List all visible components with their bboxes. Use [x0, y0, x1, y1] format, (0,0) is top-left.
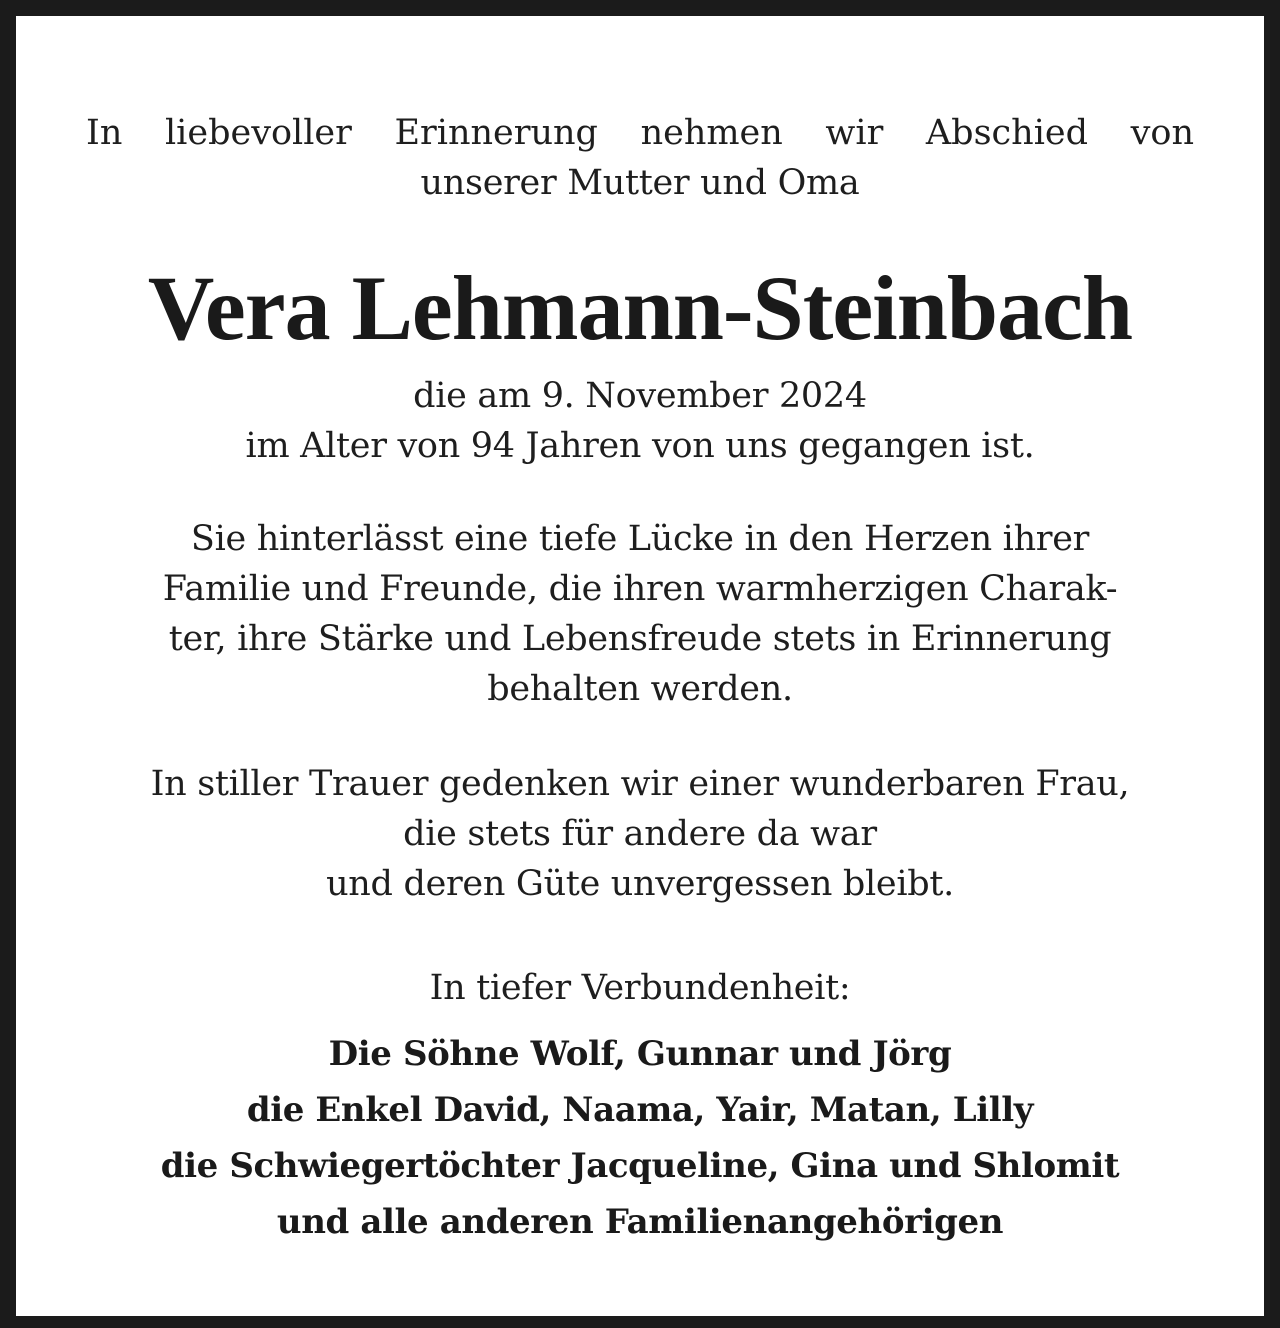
tribute-line-2: Familie und Freunde, die ihren warmherzigen Charak-	[162, 569, 1118, 609]
tribute-line-3: ter, ihre Stärke und Lebensfreude stets in Erinnerung	[168, 619, 1112, 659]
obituary-notice	[16, 16, 1264, 1316]
intro-line-1: In liebevoller Erinnerung nehmen wir Abschied von	[86, 113, 1194, 153]
mourner-line-daughters-in-law: die Schwiegertöchter Jacqueline, Gina und Shlomit	[160, 1146, 1120, 1186]
mourning-line-3: und deren Güte unvergessen bleibt.	[326, 864, 954, 904]
mourning-line-2: die stets für andere da war	[403, 814, 877, 854]
deceased-name: Vera Lehmann-Steinbach	[147, 257, 1133, 359]
tribute-line-4: behalten werden.	[487, 669, 793, 709]
mourner-line-sons: Die Söhne Wolf, Gunnar und Jörg	[328, 1034, 952, 1074]
death-age-line: im Alter von 94 Jahren von uns gegangen ist.	[245, 426, 1035, 466]
mourner-line-family: und alle anderen Familienangehörigen	[276, 1202, 1004, 1242]
mourner-line-grandchildren: die Enkel David, Naama, Yair, Matan, Lilly	[246, 1090, 1034, 1130]
death-date-line: die am 9. November 2024	[413, 376, 867, 416]
intro-line-2: unserer Mutter und Oma	[420, 163, 860, 203]
closing-label: In tiefer Verbundenheit:	[429, 968, 851, 1008]
mourning-line-1: In stiller Trauer gedenken wir einer wunderbaren Frau,	[150, 764, 1130, 804]
tribute-line-1: Sie hinterlässt eine tiefe Lücke in den Herzen ihrer	[190, 519, 1090, 559]
